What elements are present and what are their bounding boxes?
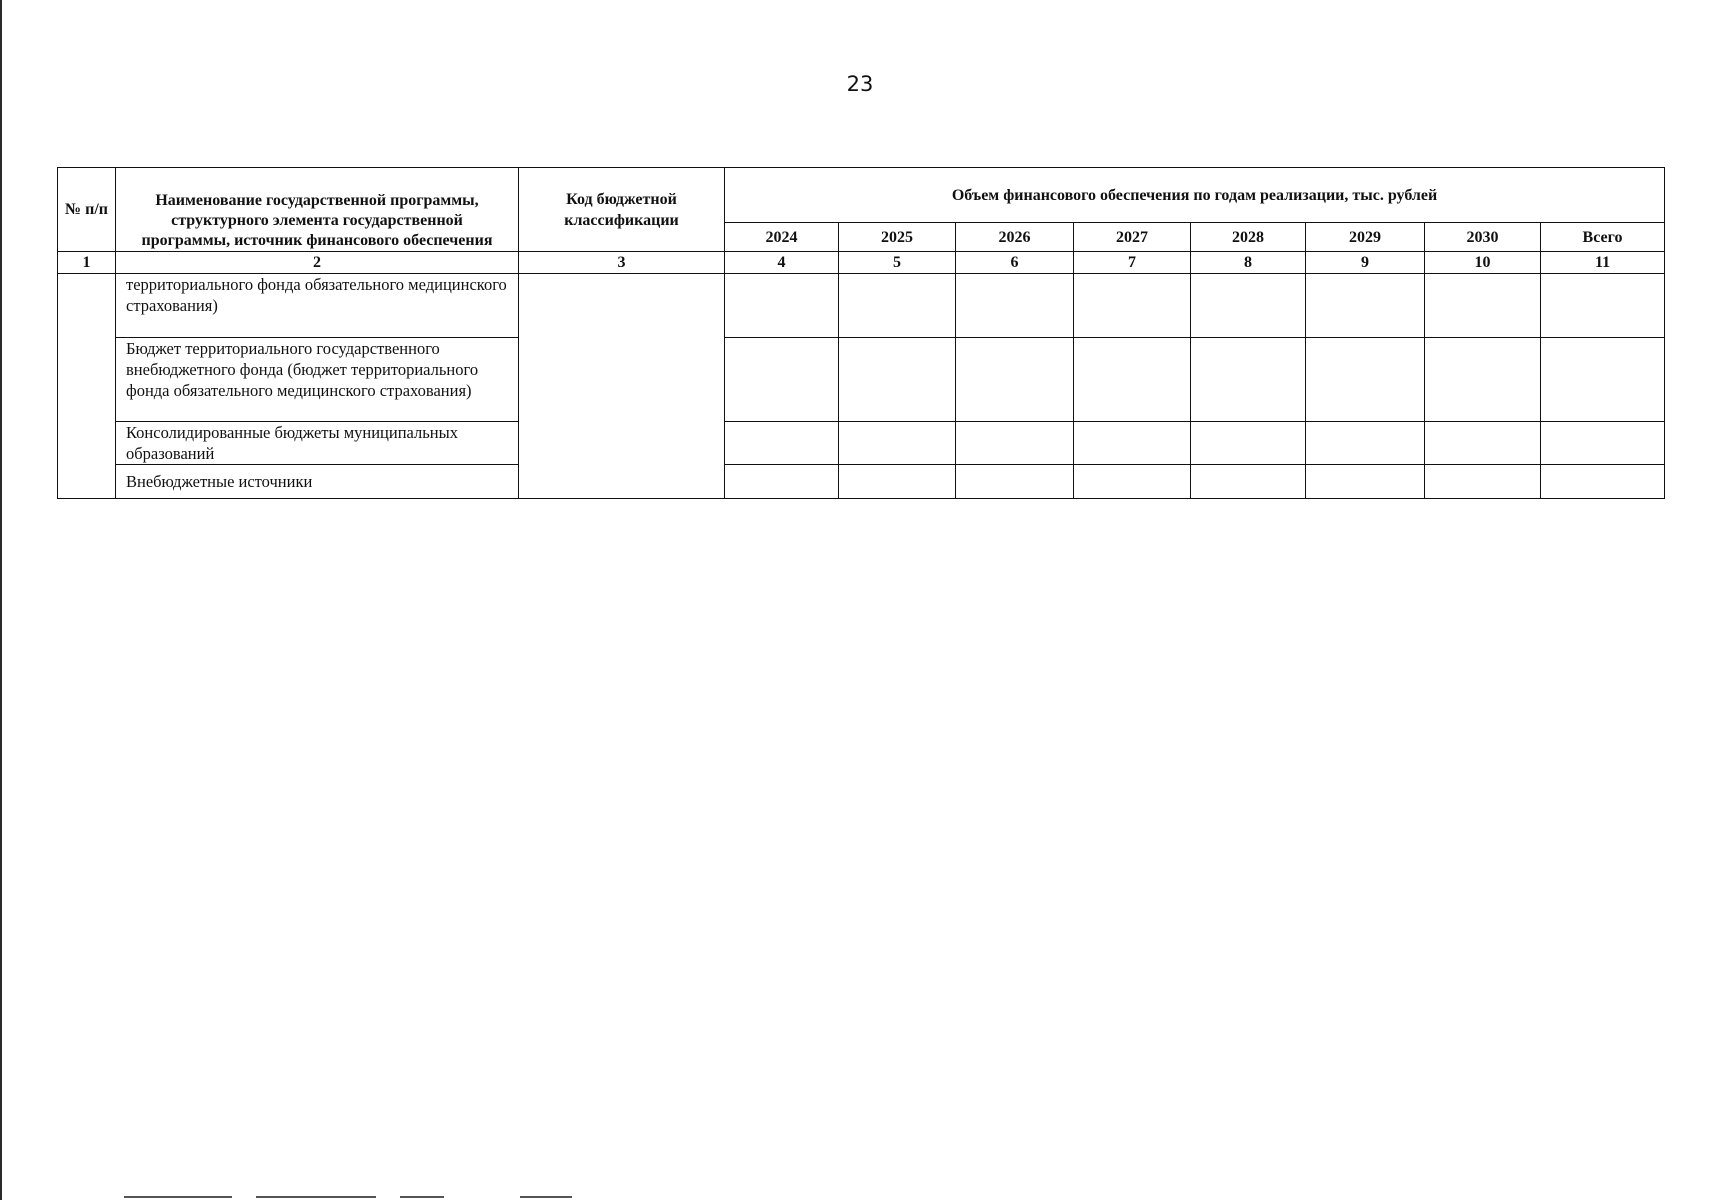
finance-table — [57, 167, 1665, 499]
header-name: Наименование государственной программы, структурного элемента государственной программы, источник финансового обеспечения — [116, 168, 519, 252]
header-code: Код бюджетной классификации — [519, 168, 725, 252]
row-name: территориального фонда обязательного медицинского страхования) — [116, 274, 519, 338]
scan-artifact-line — [256, 1196, 376, 1198]
value-cell — [1425, 274, 1541, 338]
value-cell — [1541, 422, 1665, 465]
value-cell — [1425, 465, 1541, 499]
column-number: 4 — [725, 252, 839, 274]
page-left-edge — [0, 0, 2, 1200]
value-cell — [1306, 422, 1425, 465]
value-cell — [1191, 422, 1306, 465]
column-number: 2 — [116, 252, 519, 274]
budget-code-cell — [519, 274, 725, 499]
header-year-2024: 2024 — [725, 223, 839, 252]
table-row — [58, 274, 1665, 338]
header-row-main — [58, 168, 1665, 223]
value-cell — [839, 338, 956, 422]
value-cell — [1541, 274, 1665, 338]
header-volume: Объем финансового обеспечения по годам реализации, тыс. рублей — [725, 168, 1665, 223]
column-numbers-row — [58, 252, 1665, 274]
value-cell — [1541, 338, 1665, 422]
value-cell — [1074, 274, 1191, 338]
value-cell — [1306, 465, 1425, 499]
scan-artifact-line — [400, 1196, 444, 1198]
header-year-2027: 2027 — [1074, 223, 1191, 252]
header-total: Всего — [1541, 223, 1665, 252]
value-cell — [839, 274, 956, 338]
value-cell — [1074, 422, 1191, 465]
table-row — [58, 338, 1665, 422]
header-year-2025: 2025 — [839, 223, 956, 252]
value-cell — [1074, 338, 1191, 422]
value-cell — [725, 422, 839, 465]
column-number: 6 — [956, 252, 1074, 274]
value-cell — [725, 465, 839, 499]
value-cell — [1425, 338, 1541, 422]
header-num: № п/п — [58, 168, 116, 252]
value-cell — [1191, 338, 1306, 422]
scan-artifact-line — [520, 1196, 572, 1198]
table-row — [58, 422, 1665, 465]
value-cell — [1425, 422, 1541, 465]
value-cell — [839, 465, 956, 499]
column-number: 11 — [1541, 252, 1665, 274]
value-cell — [1074, 465, 1191, 499]
column-number: 8 — [1191, 252, 1306, 274]
row-num-cell — [58, 274, 116, 499]
value-cell — [956, 338, 1074, 422]
value-cell — [1541, 465, 1665, 499]
header-year-2030: 2030 — [1425, 223, 1541, 252]
value-cell — [956, 422, 1074, 465]
header-year-2026: 2026 — [956, 223, 1074, 252]
column-number: 7 — [1074, 252, 1191, 274]
value-cell — [725, 274, 839, 338]
value-cell — [956, 274, 1074, 338]
page-number: 23 — [846, 72, 874, 96]
column-number: 10 — [1425, 252, 1541, 274]
value-cell — [956, 465, 1074, 499]
scan-artifact-line — [124, 1196, 232, 1198]
row-name: Консолидированные бюджеты муниципальных образований — [116, 422, 519, 465]
row-name: Бюджет территориального государственного внебюджетного фонда (бюджет территориального фонда обязательного медицинского страхования) — [116, 338, 519, 422]
value-cell — [839, 422, 956, 465]
header-year-2029: 2029 — [1306, 223, 1425, 252]
column-number: 9 — [1306, 252, 1425, 274]
column-number: 1 — [58, 252, 116, 274]
table-row — [58, 465, 1665, 499]
value-cell — [1191, 465, 1306, 499]
column-number: 5 — [839, 252, 956, 274]
value-cell — [1306, 338, 1425, 422]
value-cell — [1191, 274, 1306, 338]
column-number: 3 — [519, 252, 725, 274]
value-cell — [725, 338, 839, 422]
header-year-2028: 2028 — [1191, 223, 1306, 252]
row-name: Внебюджетные источники — [116, 465, 519, 499]
value-cell — [1306, 274, 1425, 338]
